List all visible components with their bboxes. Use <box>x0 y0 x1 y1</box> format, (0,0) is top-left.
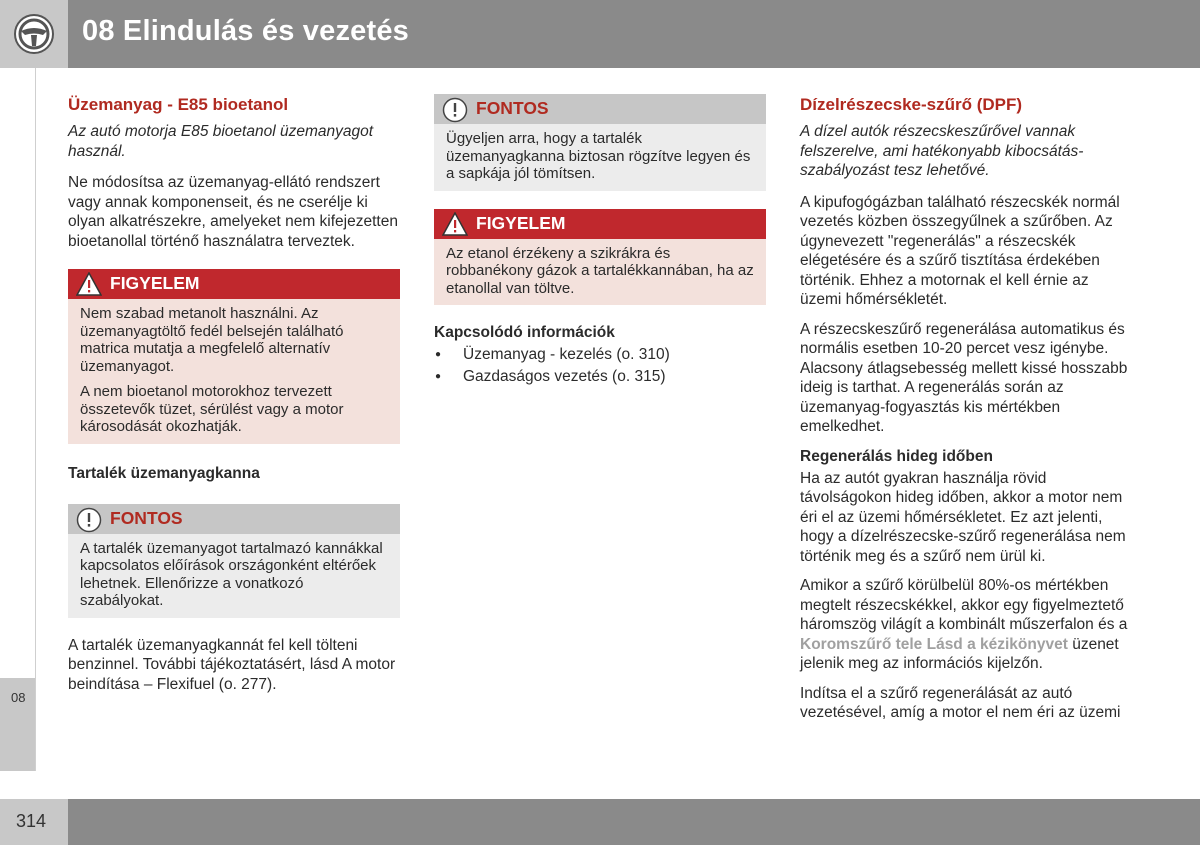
subheading-cold-regeneration: Regenerálás hideg időben <box>800 447 993 465</box>
paragraph-text: üzenet jelenik meg az információs kijelzőn. <box>800 635 1119 672</box>
warning-label: FIGYELEM <box>476 212 566 233</box>
paragraph: Indítsa el a szűrő regenerálását az autó vezetésével, amíg a motor el nem éri az üzemi <box>800 684 1121 721</box>
exclamation-circle-icon <box>76 507 102 539</box>
warning-label: FIGYELEM <box>110 273 200 293</box>
note-text: Ügyeljen arra, hogy a tartalék üzemanyagkanna biztosan rögzítve legyen és a sapkája jól tömítsen. <box>446 130 751 182</box>
column-left <box>68 94 400 704</box>
note-box <box>68 504 400 618</box>
paragraph: Ha az autót gyakran használja rövid távolságokon hideg időben, akkor a motor nem éri el az üzemi hőmérsékletet. Ez azt jelenti, hogy a dízelrészecske-szűrő regenerálása nem történik meg és a szűrő nem ürül ki. <box>800 469 1126 565</box>
paragraph: A kipufogógázban található részecskék normál vezetés közben összegyűlnek a szűrőben. Az úgynevezett "regenerálás" a részecskék elégetésére és a szűrő tisztítása érdekében történik. Ehhez a motornak el kell érnie az üzemi hőmérsékletét. <box>800 193 1120 308</box>
note-label: FONTOS <box>476 98 549 118</box>
warning-header <box>68 269 400 299</box>
paragraph-with-message <box>800 576 1132 674</box>
note-body <box>68 534 400 618</box>
section-intro-e85: Az autó motorja E85 bioetanol üzemanyagot használ. <box>68 123 374 160</box>
warning-text: A nem bioetanol motorokhoz tervezett összetevők tüzet, sérülést vagy a motor károsodását okozhatják. <box>80 383 344 435</box>
note-header <box>434 94 766 124</box>
warning-text: Az etanol érzékeny a szikrákra és robbanékony gázok a tartalékkannában, ha az etanollal van töltve. <box>446 244 754 297</box>
note-text: A tartalék üzemanyagot tartalmazó kannákkal kapcsolatos előírások országonként eltérőek lehetnek. Ellenőrizze a vonatkozó szabályokat. <box>80 539 383 609</box>
page-header <box>0 0 1200 68</box>
warning-triangle-icon <box>442 212 468 242</box>
subheading-spare-can: Tartalék üzemanyagkanna <box>68 464 260 482</box>
warning-box <box>68 269 400 444</box>
display-message-text: Koromszűrő tele Lásd a kézikönyvet <box>800 635 1068 653</box>
related-info-title: Kapcsolódó információk <box>434 324 615 341</box>
section-title-e85: Üzemanyag - E85 bioetanol <box>68 95 289 114</box>
warning-body <box>68 299 400 444</box>
steering-wheel-icon <box>0 0 68 68</box>
related-links-list <box>434 345 766 386</box>
paragraph: A részecskeszűrő regenerálása automatikus és normális esetben 10-20 percet vesz igénybe. Alacsony átlagsebesség mellett kissé hosszabb ideig is tarthat. A regenerálás során az üzemanyag-fogyasztás kis mértékben emelkedhet. <box>800 320 1128 435</box>
warning-text: Nem szabad metanolt használni. Az üzemanyagtöltő fedél belsején található matrica mutatja a megfelelő alternatív üzemanyagot. <box>80 305 344 375</box>
chapter-title: 08 Elindulás és vezetés <box>82 15 409 47</box>
page-number: 314 <box>16 811 47 831</box>
note-header <box>68 504 400 534</box>
note-box <box>434 94 766 191</box>
column-right <box>800 94 1132 733</box>
chapter-tab-label: 08 <box>11 690 26 705</box>
warning-triangle-icon <box>76 272 102 302</box>
note-label: FONTOS <box>110 507 183 528</box>
section-title-dpf: Dízelrészecske-szűrő (DPF) <box>800 95 1023 114</box>
section-intro-dpf: A dízel autók részecskeszűrővel vannak felszerelve, ami hatékonyabb kibocsátás-szabályozást tesz lehetővé. <box>800 123 1084 179</box>
warning-body <box>434 239 766 306</box>
paragraph: Ne módosítsa az üzemanyag-ellátó rendszert vagy annak komponenseit, és ne cserélje ki olyan alkatrészekre, amelyeket nem kifejezetten bioetanollal történő használatra terveztek. <box>68 174 398 250</box>
warning-header <box>434 209 766 239</box>
related-link[interactable]: ● Gazdaságos vezetés (o. 315) <box>434 367 766 387</box>
column-middle <box>434 94 766 388</box>
page-footer <box>0 799 1200 845</box>
chapter-side-tab <box>0 68 36 771</box>
related-link[interactable]: ● Üzemanyag - kezelés (o. 310) <box>434 345 766 365</box>
note-body <box>434 124 766 191</box>
paragraph-text: Amikor a szűrő körülbelül 80%-os mértékben megtelt részecskékkel, akkor egy figyelmeztető háromszög világít a kombinált műszerfalon és a <box>800 577 1128 633</box>
warning-box <box>434 209 766 306</box>
exclamation-circle-icon <box>442 97 468 129</box>
paragraph: A tartalék üzemanyagkannát fel kell tölteni benzinnel. További tájékoztatásért, lásd A motor beindítása – Flexifuel (o. 277). <box>68 636 396 693</box>
